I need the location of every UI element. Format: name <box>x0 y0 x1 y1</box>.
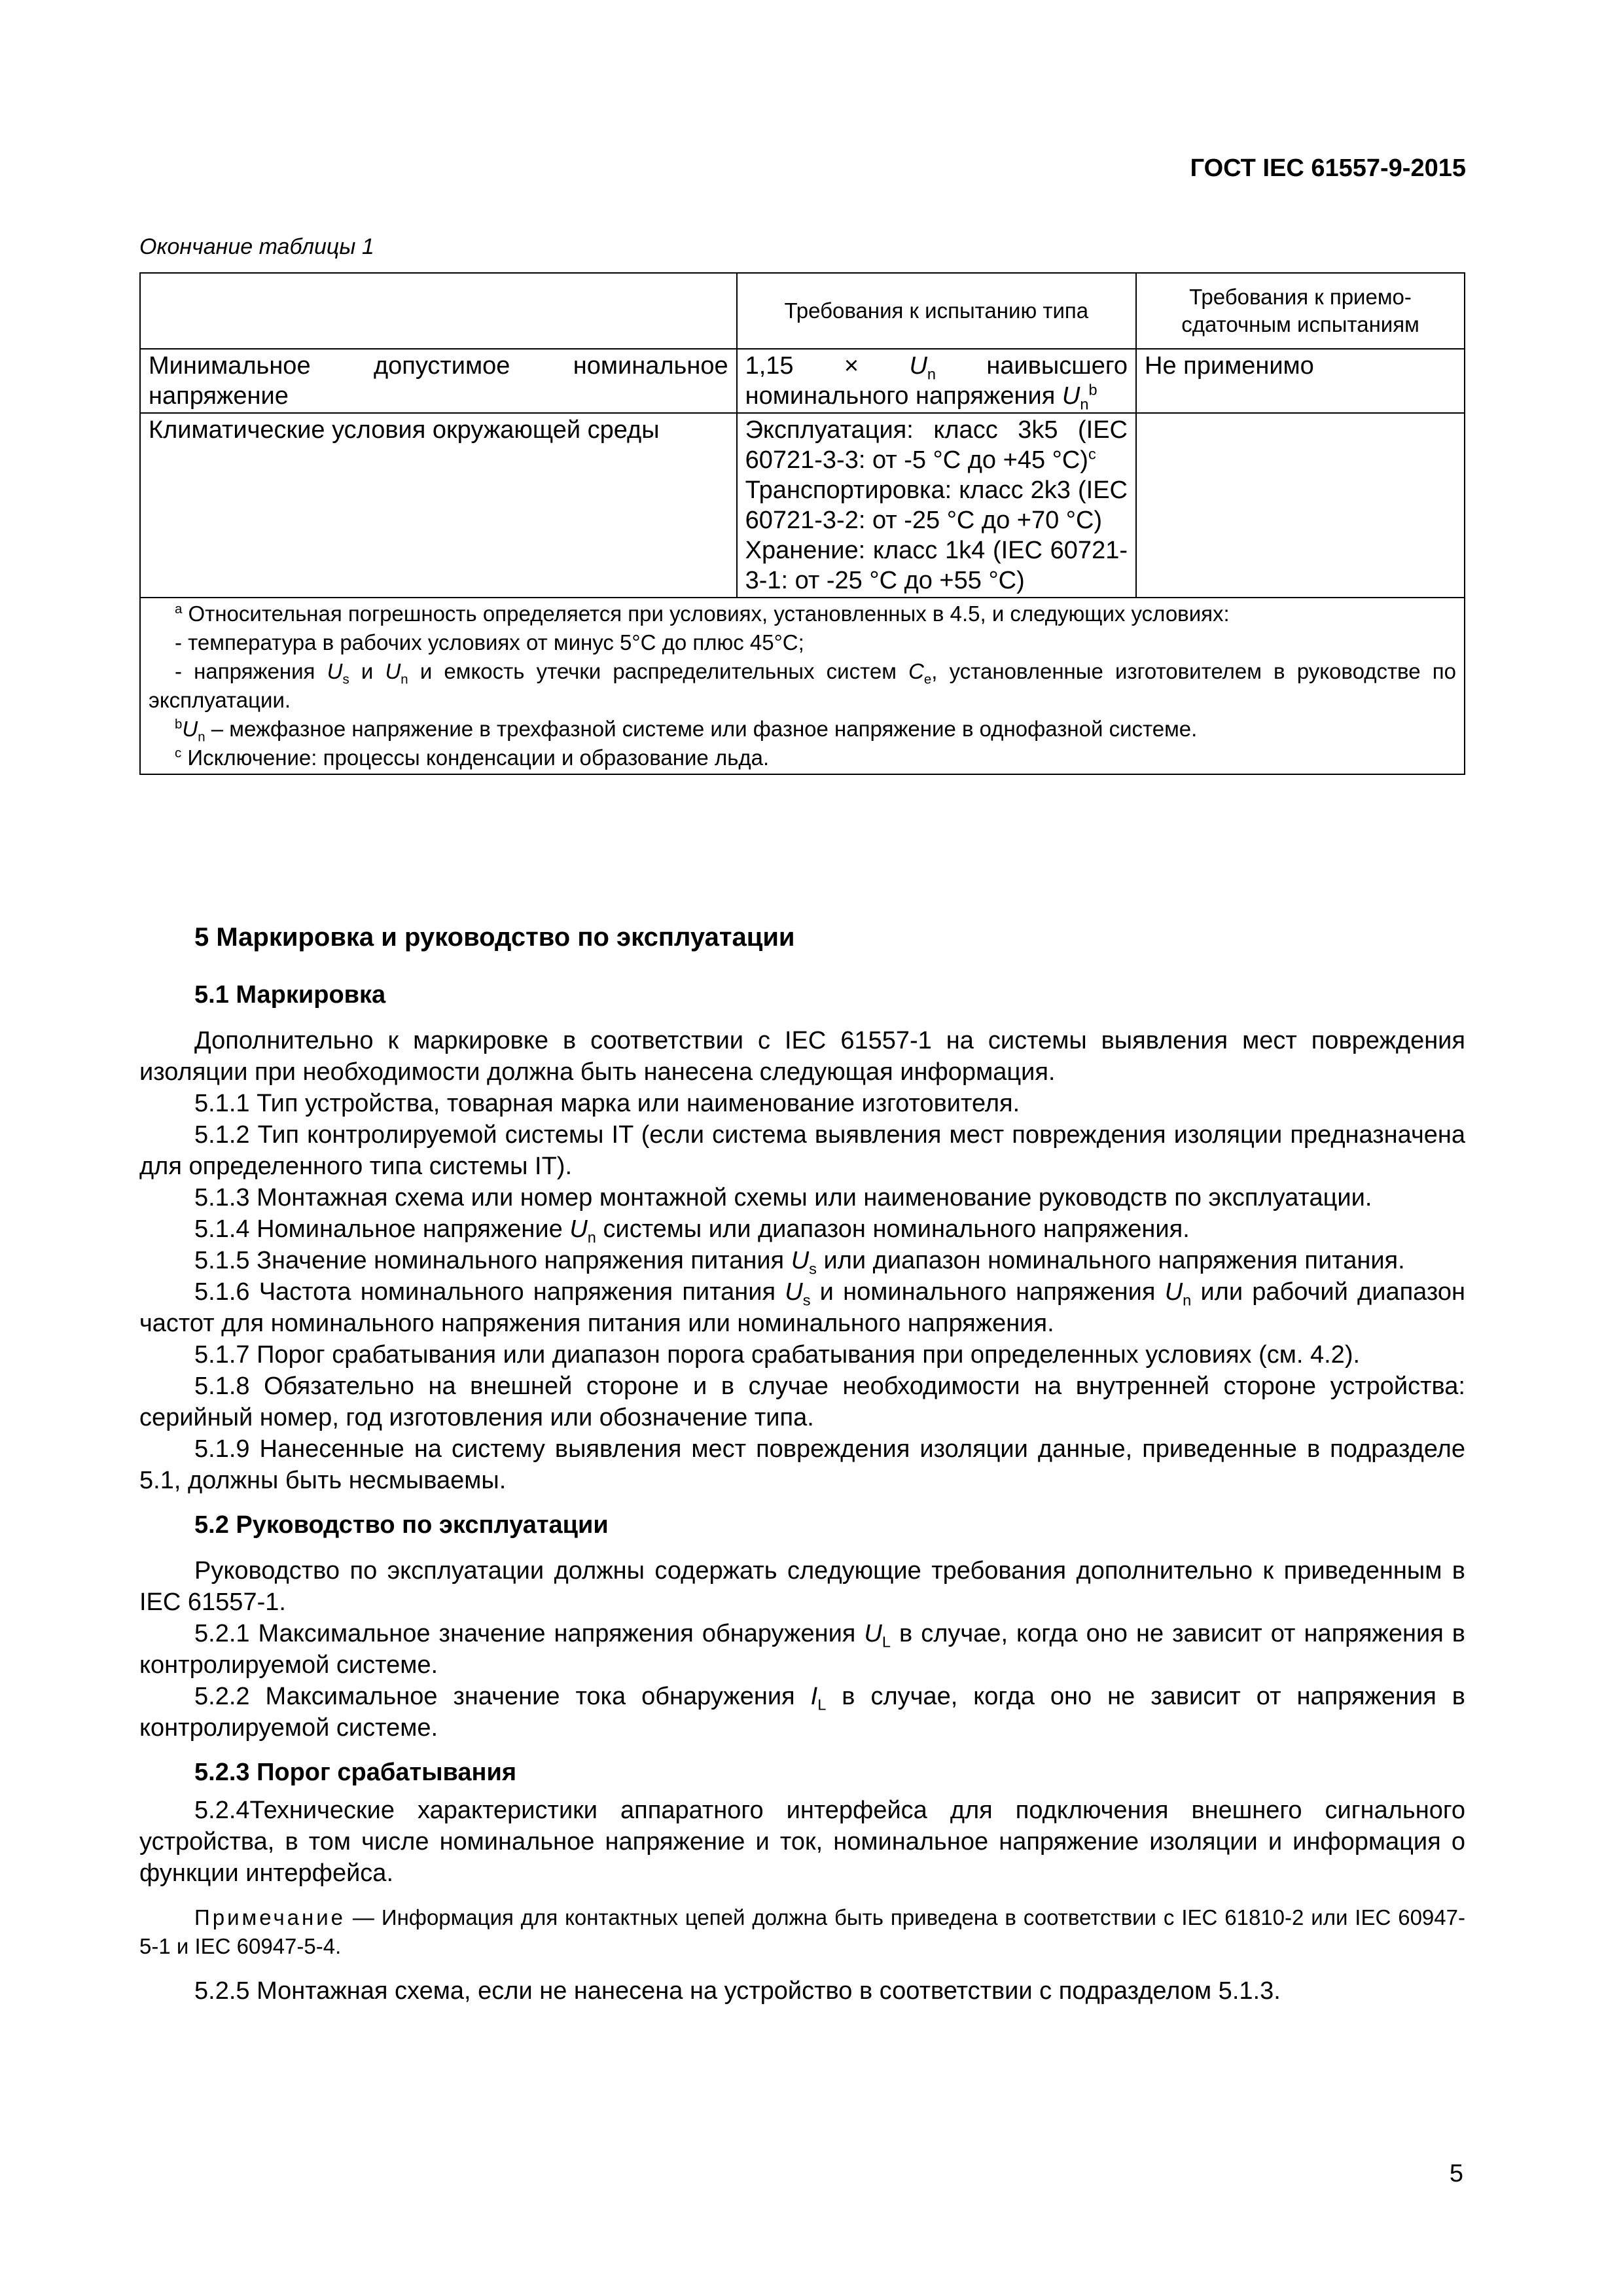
item-5-2-1: 5.2.1 Максимальное значение напряжения обнаружения $U_L$ в случае, когда оно не зависит от напряжения в контролируемой системе. <box>139 1620 1465 1679</box>
page-number: 5 <box>1449 2160 1463 2187</box>
section-5-content <box>139 922 1465 2007</box>
note-5-2-4: Примечание — Информация для контактных цепей должна быть приведена в соответствии с IEC 61810-2 или IEC 60947-5-1 и IEC 60947-5-4. <box>139 1905 1465 1958</box>
row-parameter: Климатические условия окружающей среды <box>140 413 737 598</box>
item-5-1-8: 5.1.8 Обязательно на внешней стороне и в случае необходимости на внутренней стороне устройства: серийный номер, год изготовления или обозначение типа. <box>139 1372 1465 1431</box>
item-5-1-7: 5.1.7 Порог срабатывания или диапазон порога срабатывания при определенных условиях (см. 4.2). <box>194 1341 1361 1369</box>
note-c: $^c$ Исключение: процессы конденсации и образование льда. <box>175 745 770 770</box>
climate-operation: Эксплуатация: класс 3k5 (IEC 60721-3-3: от -5 °C до +45 °C)$^c$ <box>745 416 1128 474</box>
item-5-1-5: 5.1.5 Значение номинального напряжения питания $U_s$ или диапазон номинального напряжения питания. <box>194 1247 1405 1278</box>
item-5-1-4: 5.1.4 Номинальное напряжение $U_n$ системы или диапазон номинального напряжения. <box>194 1215 1190 1246</box>
section-5-2-title: 5.2 Руководство по эксплуатации <box>194 1511 609 1539</box>
paragraph-5-1-intro: Дополнительно к маркировке в соответствии с IEC 61557-1 на системы выявления мест повреждения изоляции при необходимости должна быть нанесена следующая информация. <box>139 1027 1465 1086</box>
header-cell-parameter <box>140 273 737 349</box>
item-5-2-4: 5.2.4Технические характеристики аппаратного интерфейса для подключения внешнего сигнального устройства, в том числе номинальное напряжение и ток, номинальное напряжение изоляции и информация о функции интерфейса. <box>139 1797 1465 1887</box>
table-caption: Окончание таблицы 1 <box>139 234 374 259</box>
table-row <box>140 349 1465 413</box>
note-a: $^a$ Относительная погрешность определяется при условиях, установленных в 4.5, и следующих условиях: <box>175 601 1230 626</box>
row-acceptance <box>1136 413 1465 598</box>
section-5-2-3-title: 5.2.3 Порог срабатывания <box>194 1759 517 1786</box>
section-5-1-title: 5.1 Маркировка <box>194 981 386 1009</box>
header-cell-acceptance-test: Требования к приемо-сдаточным испытаниям <box>1136 273 1465 349</box>
climate-transport: Транспортировка: класс 2k3 (IEC 60721-3-2: от -25 °C до +70 °C) <box>745 476 1128 534</box>
item-5-2-5: 5.2.5 Монтажная схема, если не нанесена на устройство в соответствии с подразделом 5.1.3. <box>194 1977 1281 2005</box>
row-type-test: $1,15 \times U_n$ наивысшего номинального напряжения $U_n^b$ <box>737 349 1136 413</box>
requirements-table <box>139 272 1465 775</box>
note-a-item-2: - напряжения $U_s$ и $U_n$ и емкость утечки распределительных систем $C_e$, установленные изготовителем в руководстве по эксплуатации. <box>149 659 1456 712</box>
table-notes-row <box>140 598 1465 774</box>
header-cell-type-test: Требования к испытанию типа <box>737 273 1136 349</box>
row-acceptance: Не применимо <box>1136 349 1465 413</box>
item-5-2-2: 5.2.2 Максимальное значение тока обнаружения $I_L$ в случае, когда оно не зависит от напряжения в контролируемой системе. <box>139 1683 1465 1742</box>
note-b: $^bU_n$ – межфазное напряжение в трехфазной системе или фазное напряжение в однофазной системе. <box>175 717 1198 745</box>
climate-storage: Хранение: класс 1k4 (IEC 60721-3-1: от -25 °C до +55 °C) <box>745 537 1128 594</box>
document-header: ГОСТ IEC 61557-9-2015 <box>1190 154 1466 182</box>
item-5-1-3: 5.1.3 Монтажная схема или номер монтажной схемы или наименование руководств по эксплуатации. <box>194 1184 1372 1211</box>
paragraph-5-2-intro: Руководство по эксплуатации должны содержать следующие требования дополнительно к приведенным в IEC 61557-1. <box>139 1557 1465 1616</box>
table-header-row <box>140 273 1465 349</box>
item-5-1-6: 5.1.6 Частота номинального напряжения питания $U_s$ и номинального напряжения $U_n$ или рабочий диапазон частот для номинального напряжения питания или номинального напряжения. <box>139 1278 1465 1337</box>
item-5-1-9: 5.1.9 Нанесенные на систему выявления мест повреждения изоляции данные, приведенные в подразделе 5.1, должны быть несмываемы. <box>139 1435 1465 1494</box>
item-5-1-1: 5.1.1 Тип устройства, товарная марка или наименование изготовителя. <box>194 1090 1020 1117</box>
row-type-test <box>737 413 1136 598</box>
table-row <box>140 413 1465 598</box>
row-parameter: Минимальное допустимое номинальное напряжение <box>140 349 737 413</box>
item-5-1-2: 5.1.2 Тип контролируемой системы IT (если система выявления мест повреждения изоляции предназначена для определенного типа системы IT). <box>139 1121 1465 1180</box>
note-a-item-1: - температура в рабочих условиях от минус 5°C до плюс 45°C; <box>175 630 804 655</box>
table-notes <box>140 598 1465 774</box>
section-5-title: 5 Маркировка и руководство по эксплуатации <box>194 923 795 952</box>
